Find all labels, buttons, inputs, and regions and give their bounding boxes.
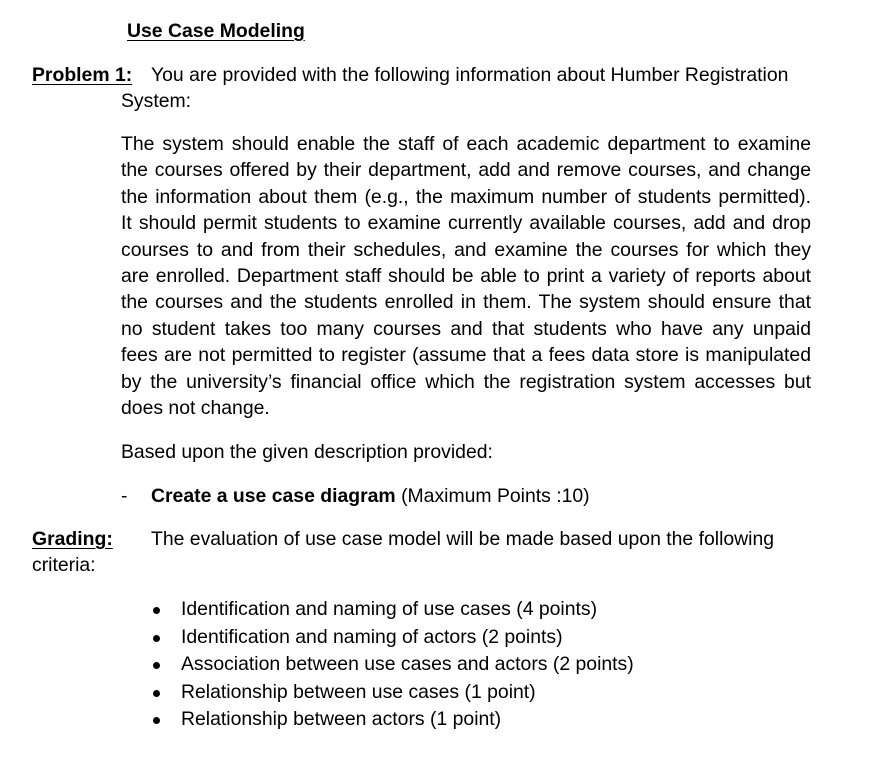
problem-intro-line-1: You are provided with the following information about Humber Registration (151, 64, 789, 86)
description-line: by the university’s financial office which the registration system accesses but (121, 370, 811, 393)
criteria-item (151, 596, 634, 624)
criteria-item (151, 706, 634, 734)
grading-label: Grading: (32, 528, 113, 550)
criteria-item (151, 624, 634, 652)
description-line: fees are not permitted to register (assume that a fees data store is manipulated (121, 344, 811, 367)
criteria-item (151, 679, 634, 707)
bullet-icon (153, 607, 160, 614)
bullet-icon (153, 690, 160, 697)
bullet-icon (153, 662, 160, 669)
grading-text: The evaluation of use case model will be made based upon the following (151, 528, 775, 550)
description-line: the courses and the students enrolled in them. The system should ensure that (121, 291, 811, 314)
problem-label: Problem 1: (32, 64, 133, 86)
description-line: It should permit students to examine currently available courses, add and drop (121, 212, 811, 235)
task-item (151, 485, 590, 508)
problem-intro-line-2: System: (121, 90, 192, 112)
problem-description (121, 131, 811, 421)
criteria-text: Relationship between use cases (1 point) (181, 680, 536, 703)
criteria-item (151, 651, 634, 679)
criteria-list (151, 596, 634, 734)
description-line: the information about them (e.g., the maximum number of students permitted). (121, 185, 811, 208)
criteria-text: Relationship between actors (1 point) (181, 708, 502, 731)
based-upon-text: Based upon the given description provided: (121, 441, 493, 463)
criteria-text: Association between use cases and actors (2 points) (181, 653, 634, 676)
description-line: courses to and from their schedules, and examine the courses for which they (121, 238, 811, 261)
description-line: The system should enable the staff of each academic department to examine (121, 133, 811, 155)
description-line: does not change. (121, 397, 270, 420)
criteria-text: Identification and naming of actors (2 points) (181, 625, 563, 648)
task-points-text: (Maximum Points :10) (395, 485, 590, 507)
task-bold-text: Create a use case diagram (151, 485, 396, 507)
task-dash: - (121, 485, 128, 507)
page-title: Use Case Modeling (127, 20, 305, 42)
description-line: are enrolled. Department staff should be able to print a variety of reports about (121, 265, 811, 288)
grading-continuation: criteria: (32, 554, 96, 576)
bullet-icon (153, 635, 160, 642)
bullet-icon (153, 717, 160, 724)
criteria-text: Identification and naming of use cases (4 points) (181, 598, 598, 620)
description-line: no student takes too many courses and that students who have any unpaid (121, 317, 811, 340)
description-line: the courses offered by their department, add and remove courses, and change (121, 159, 811, 182)
